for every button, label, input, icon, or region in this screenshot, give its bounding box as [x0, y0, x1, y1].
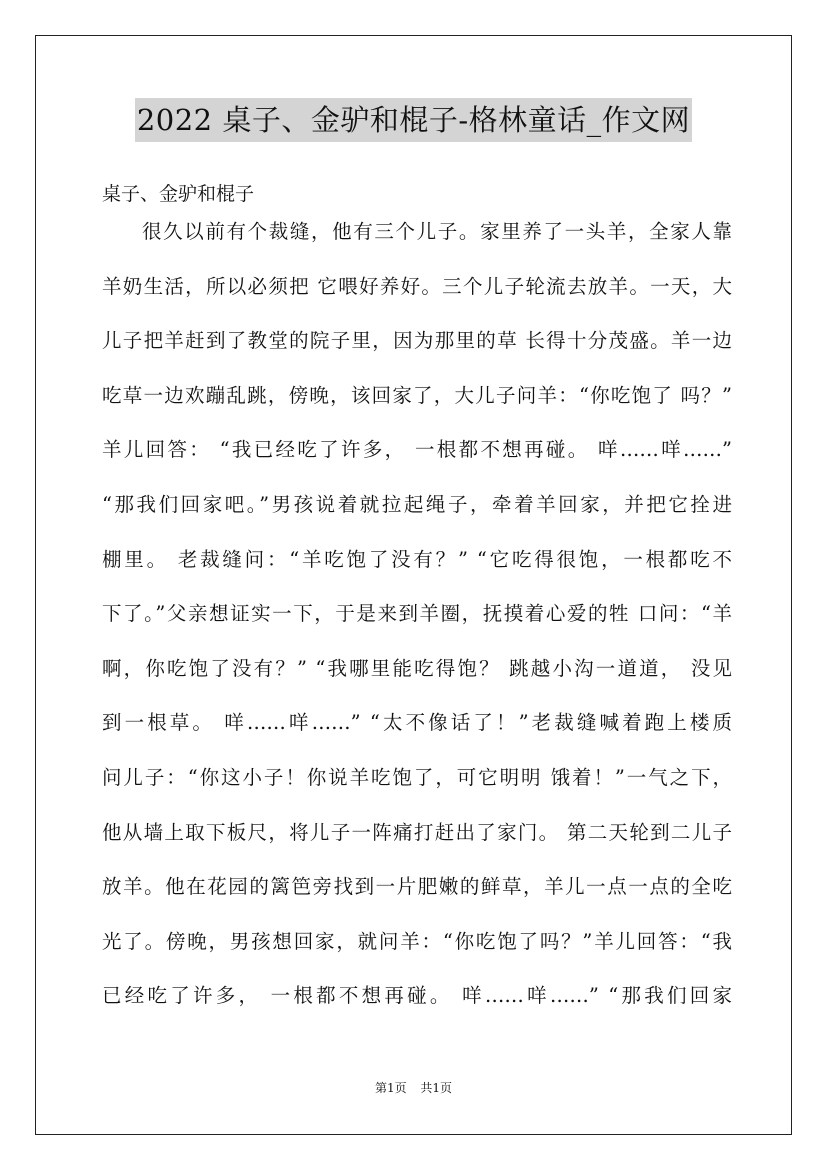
text-line: 羊奶生活，所以必须把 它喂好养好。三个儿子轮流去放羊。一天，大	[102, 274, 732, 298]
text-line: 很久以前有个裁缝，他有三个儿子。家里养了一头羊，全家人靠	[142, 220, 732, 243]
text-line: 儿子把羊赶到了教堂的院子里，因为那里的草 长得十分茂盛。羊一边	[102, 329, 732, 353]
page-total: 共1页	[420, 1081, 453, 1095]
document-subtitle: 桌子、金驴和棍子	[102, 183, 255, 205]
text-line: 啊，你吃饱了没有？” “我哪里能吃得饱？ 跳越小沟一道道， 没见	[102, 656, 732, 680]
text-line: 光了。傍晚，男孩想回家，就问羊：“你吃饱了吗？”羊儿回答：“我	[102, 929, 732, 953]
text-line: 棚里。 老裁缝问：“羊吃饱了没有？” “它吃得很饱，一根都吃不	[102, 547, 732, 571]
text-line: 放羊。他在花园的篱笆旁找到一片肥嫩的鲜草，羊儿一点一点的全吃	[102, 875, 732, 899]
text-line: 问儿子：“你这小子！你说羊吃饱了，可它明明 饿着！”一气之下，	[102, 766, 732, 789]
text-line: “那我们回家吧。”男孩说着就拉起绳子，牵着羊回家，并把它拴进	[102, 493, 732, 516]
page-number: 第1页	[374, 1081, 407, 1095]
document-title: 2022 桌子、金驴和棍子-格林童话_作文网	[135, 98, 692, 142]
title-container	[0, 98, 827, 142]
text-line: 他从墙上取下板尺，将儿子一阵痛打赶出了家门。 第二天轮到二儿子	[102, 820, 732, 844]
text-line: 羊儿回答： “我已经吃了许多， 一根都不想再碰。 咩……咩……”	[102, 438, 732, 462]
text-line: 吃草一边欢蹦乱跳，傍晚，该回家了，大儿子问羊：“你吃饱了 吗？”	[102, 383, 732, 407]
text-line: 下了。”父亲想证实一下，于是来到羊圈，抚摸着心爱的牲 口问：“羊	[102, 602, 732, 626]
page-footer	[0, 1080, 827, 1096]
text-line: 到一根草。 咩……咩……” “太不像话了！”老裁缝喊着跑上楼质	[102, 711, 732, 735]
text-line: 已经吃了许多， 一根都不想再碰。 咩……咩……” “那我们回家	[102, 984, 732, 1008]
